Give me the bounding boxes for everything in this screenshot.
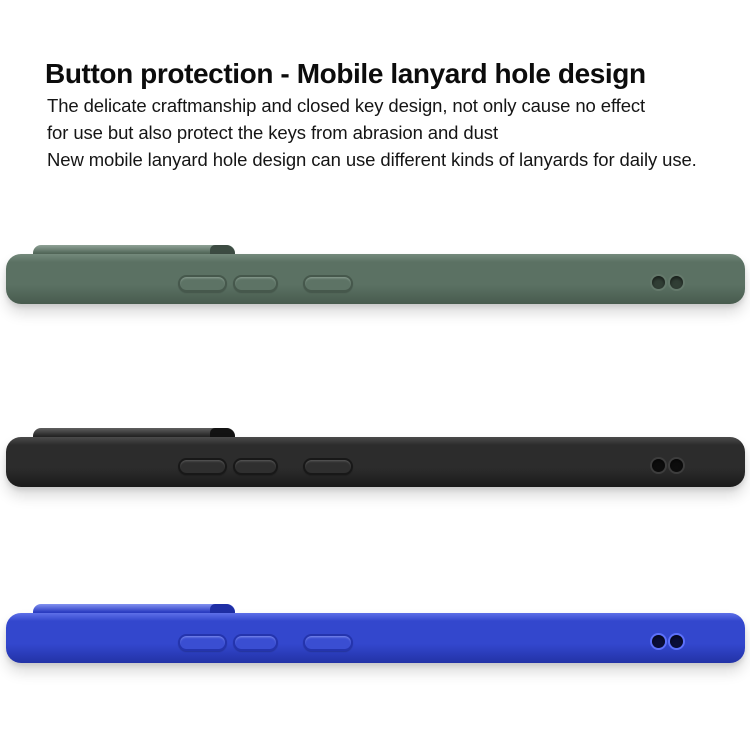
phone-case-black-side-view [0, 428, 750, 518]
side-button-1 [178, 634, 227, 651]
side-button-2 [233, 458, 278, 475]
lanyard-hole-2 [670, 276, 683, 289]
description-line: for use but also protect the keys from abrasion and dust [47, 122, 498, 143]
side-button-2 [233, 634, 278, 651]
side-button-2 [233, 275, 278, 292]
phone-case-green-side-view [0, 245, 750, 335]
lanyard-hole-1 [652, 276, 665, 289]
headline: Button protection - Mobile lanyard hole design [45, 58, 646, 89]
lanyard-hole-2 [670, 635, 683, 648]
side-button-3 [303, 458, 353, 475]
case-body [6, 254, 745, 304]
case-body [6, 437, 745, 487]
lanyard-hole-1 [652, 459, 665, 472]
side-button-3 [303, 634, 353, 651]
description-line: The delicate craftmanship and closed key design, not only cause no effect [47, 95, 646, 116]
side-button-3 [303, 275, 353, 292]
lanyard-hole-1 [652, 635, 665, 648]
description-line: New mobile lanyard hole design can use different kinds of lanyards for daily use. [47, 149, 697, 170]
side-button-1 [178, 458, 227, 475]
product-description [47, 92, 737, 173]
case-body [6, 613, 745, 663]
lanyard-hole-2 [670, 459, 683, 472]
phone-case-blue-side-view [0, 604, 750, 694]
side-button-1 [178, 275, 227, 292]
